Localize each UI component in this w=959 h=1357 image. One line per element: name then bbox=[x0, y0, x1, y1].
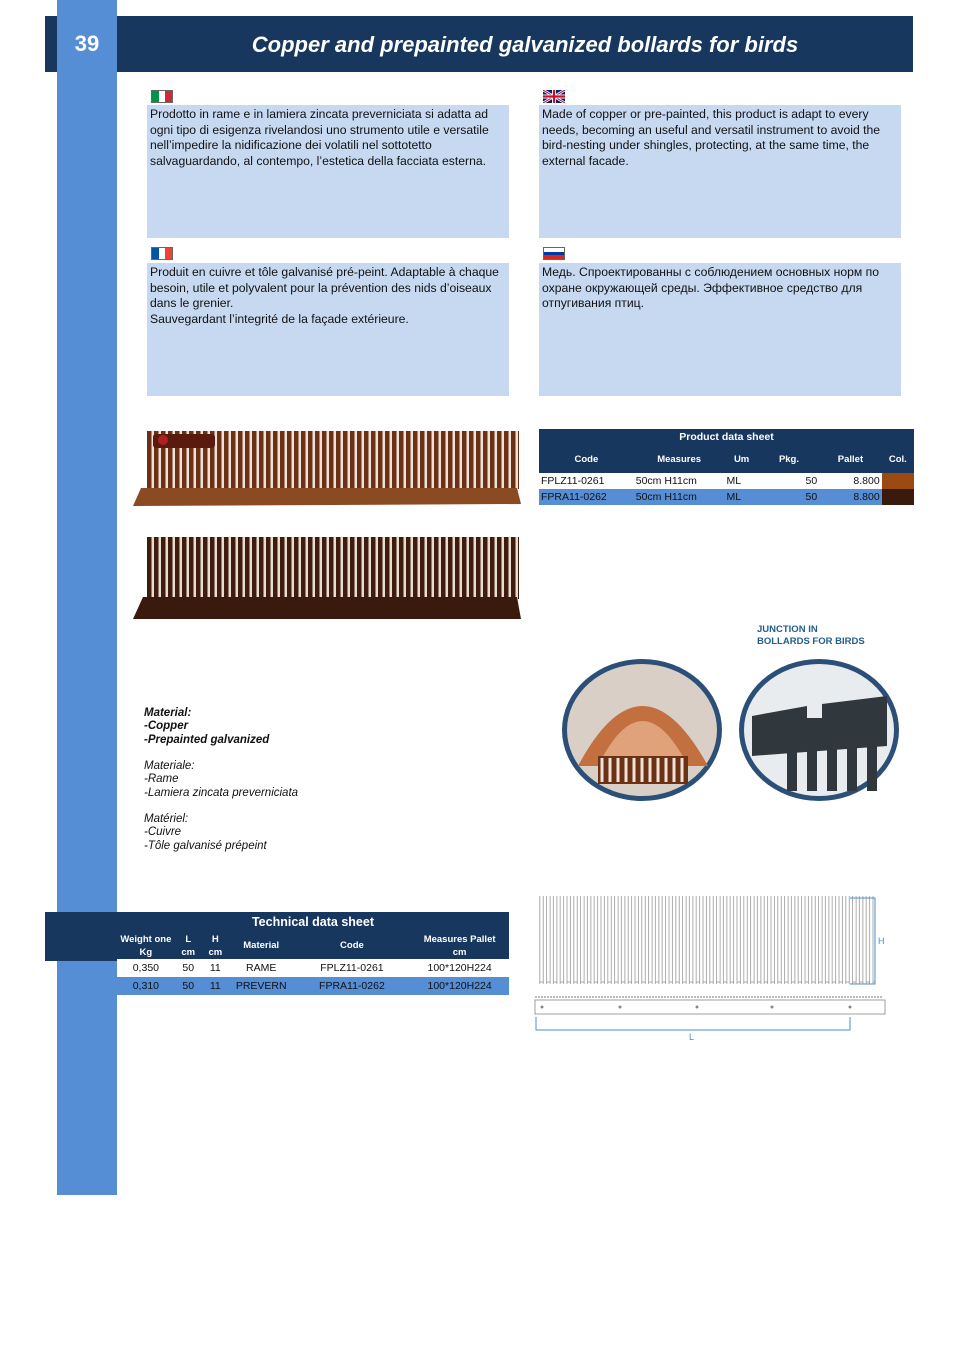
italy-flag-icon bbox=[151, 90, 173, 103]
material-italian bbox=[144, 760, 298, 800]
col-um: Um bbox=[733, 453, 750, 465]
page-number: 39 bbox=[57, 16, 117, 72]
description-russian: Медь. Спроектированны с соблюдением основных норм по охране окружающей среды. Эффективное средство для отпугивания птиц. bbox=[539, 263, 901, 396]
description-english: Made of copper or pre-painted, this product is adapt to every needs, becoming an useful and versatil instrument to avoid the bird-nesting under shingles, protecting, at the same time, the external facade. bbox=[539, 105, 901, 238]
material-item: -Cuivre bbox=[144, 826, 182, 839]
material-label: Materiale: bbox=[144, 760, 195, 772]
table-row bbox=[117, 959, 509, 977]
junction-label-line1: JUNCTION IN bbox=[757, 624, 818, 635]
color-swatch-copper bbox=[882, 473, 914, 489]
col-material: Material bbox=[243, 940, 280, 951]
col-pallet-unit: cm bbox=[452, 947, 467, 958]
junction-label bbox=[757, 624, 865, 647]
col-weight-unit: Kg bbox=[139, 947, 153, 958]
product-data-sheet bbox=[539, 429, 914, 505]
brown-bollard-image bbox=[133, 535, 523, 620]
material-label: Matériel: bbox=[144, 813, 189, 825]
col-h-unit: cm bbox=[208, 947, 223, 958]
row-pallet: 8.800 bbox=[819, 489, 882, 505]
junction-label-line2: BOLLARDS FOR BIRDS bbox=[757, 635, 865, 647]
row-pkg: 50 bbox=[805, 475, 818, 487]
technical-sheet-title: Technical data sheet bbox=[251, 915, 375, 929]
left-sidebar-band bbox=[57, 0, 117, 1195]
page-title: Copper and prepainted galvanized bollards for birds bbox=[251, 32, 799, 57]
material-english bbox=[144, 707, 269, 747]
row-weight: 0,350 bbox=[132, 962, 159, 974]
col-code: Code bbox=[340, 940, 364, 951]
row-um: ML bbox=[726, 475, 742, 487]
col-pallet: Pallet bbox=[837, 453, 864, 465]
col-pallet: Measures Pallet bbox=[423, 933, 496, 945]
table-row bbox=[117, 977, 509, 995]
table-row bbox=[539, 473, 914, 489]
description-french: Produit en cuivre et tôle galvanisé pré-peint. Adaptable à chaque besoin, utile et polyvalent pour la prévention des nids d’oiseaux dans le grenier. Sauvegardant l’integrité de la façade extérieure. bbox=[147, 263, 509, 396]
material-item: -Prepainted galvanized bbox=[144, 733, 270, 746]
technical-sheet-band bbox=[45, 912, 117, 961]
col-code: Code bbox=[574, 453, 599, 465]
product-sheet-title: Product data sheet bbox=[679, 431, 774, 443]
row-l: 50 bbox=[182, 962, 195, 974]
col-l-unit: cm bbox=[181, 947, 196, 958]
material-item: -Lamiera zincata preverniciata bbox=[144, 786, 299, 799]
row-material: PREVERN bbox=[235, 980, 287, 992]
table-row bbox=[539, 489, 914, 505]
row-pallet: 100*120H224 bbox=[427, 962, 492, 974]
col-l: L bbox=[185, 933, 192, 945]
row-l: 50 bbox=[182, 980, 195, 992]
row-measures: 50cm H11cm bbox=[634, 489, 725, 505]
row-measures: 50cm H11cm bbox=[635, 475, 697, 487]
bollard-junction-detail-photo bbox=[737, 656, 902, 806]
height-dimension-label: H bbox=[878, 936, 885, 946]
row-pallet: 8.800 bbox=[853, 475, 880, 487]
material-item: -Copper bbox=[144, 720, 189, 733]
col-color: Col. bbox=[888, 453, 907, 465]
material-item: -Tôle galvanisé prépeint bbox=[144, 839, 267, 852]
row-code: FPLZ11-0261 bbox=[541, 475, 605, 487]
material-item: -Rame bbox=[144, 773, 179, 786]
copper-bollard-image bbox=[133, 428, 523, 508]
row-code: FPRA11-0262 bbox=[539, 489, 634, 505]
color-swatch-brown bbox=[882, 489, 914, 505]
row-code: FPRA11-0262 bbox=[319, 980, 385, 992]
uk-flag-icon bbox=[543, 90, 565, 103]
col-pkg: Pkg. bbox=[778, 453, 799, 465]
russia-flag-icon bbox=[543, 247, 565, 260]
col-measures: Measures bbox=[657, 453, 702, 465]
length-dimension-label: L bbox=[689, 1032, 695, 1042]
row-weight: 0,310 bbox=[132, 980, 159, 992]
technical-data-sheet bbox=[117, 912, 509, 995]
material-label: Material: bbox=[144, 707, 192, 719]
col-h: H bbox=[211, 933, 219, 945]
material-french bbox=[144, 813, 267, 853]
row-material: RAME bbox=[246, 962, 277, 974]
row-h: 11 bbox=[209, 962, 221, 974]
description-italian: Prodotto in rame e in lamiera zincata preverniciata si adatta ad ogni tipo di esigenza rivelandosi uno strumento utile e versatile nell’impedire la nidificazione dei volatili nel sottotetto salvaguardando, al contempo, l’estetica della facciata esterna. bbox=[147, 105, 509, 238]
row-code: FPLZ11-0261 bbox=[320, 962, 384, 974]
technical-drawing bbox=[532, 892, 892, 1047]
row-pkg: 50 bbox=[759, 489, 819, 505]
row-um: ML bbox=[724, 489, 758, 505]
row-h: 11 bbox=[209, 980, 221, 992]
roof-junction-photo bbox=[558, 656, 728, 806]
col-weight: Weight one bbox=[120, 933, 172, 945]
france-flag-icon bbox=[151, 247, 173, 260]
row-pallet: 100*120H224 bbox=[427, 980, 492, 992]
